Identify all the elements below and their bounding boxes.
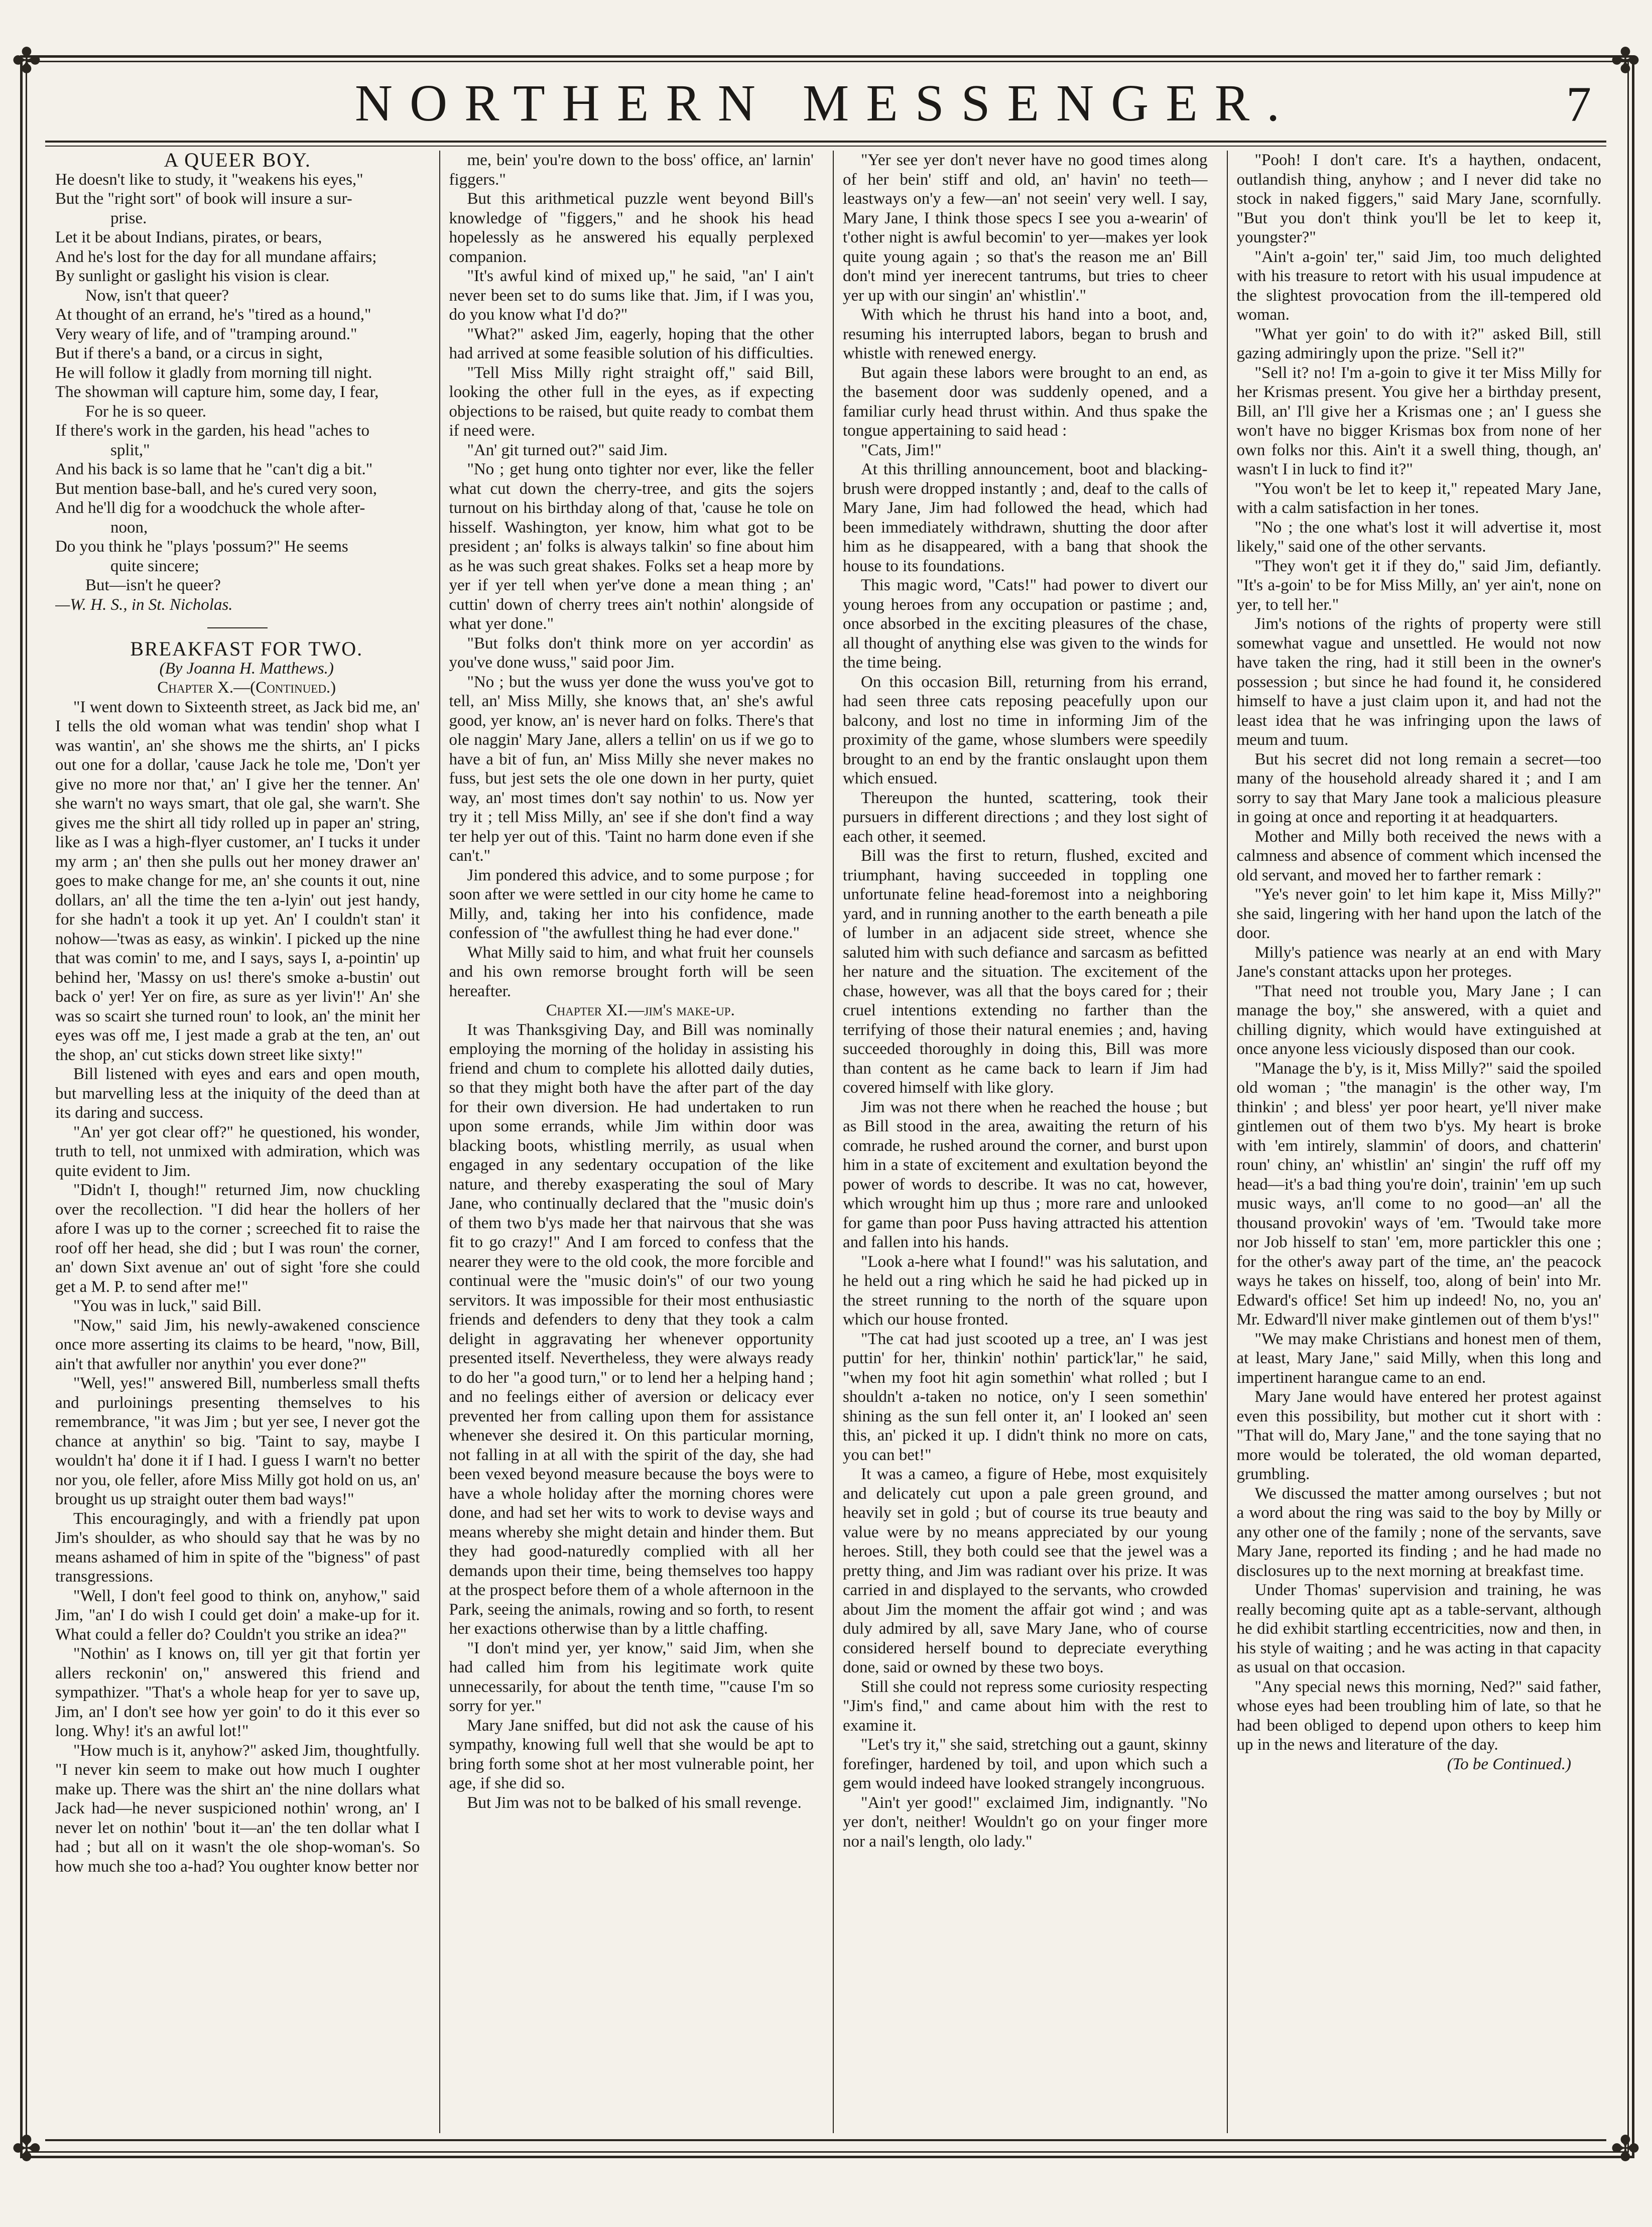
paragraph: "No ; the one what's lost it will advertise it, most likely," said one of the other servants.: [1236, 518, 1601, 556]
column-1-text: [55, 698, 420, 1877]
poem-line: But if there's a band, or a circus in sight,: [55, 344, 323, 362]
paragraph: Jim pondered this advice, and to some purpose ; for soon after we were settled in our city home he came to Milly, and, taking her into his confidence, made confession of "the awfullest thing he had ever done.": [449, 866, 814, 942]
paragraph: Milly's patience was nearly at an end with Mary Jane's constant attacks upon her proteges.: [1236, 943, 1601, 981]
paragraph: "Ain't yer good!" exclaimed Jim, indignantly. "No yer don't, neither! Wouldn't go on your finger more nor a nail's length, olo lady.": [843, 1793, 1208, 1851]
poem-attribution: —W. H. S., in St. Nicholas.: [55, 595, 233, 614]
column-3: [833, 151, 1208, 2133]
paragraph: "What?" asked Jim, eagerly, hoping that the other had arrived at some feasible solution of his difficulties.: [449, 325, 814, 362]
footer-rule: [45, 2139, 1606, 2141]
paragraph: "No ; get hung onto tighter nor ever, like the feller what cut down the cherry-tree, and gits the sojers turnout on his birthday along of that, 'cause he tole on hisself. Washington, yer know, him what got to be president ; an' folks is always talkin' so fine about him as he was such great shakes. Folks set a heap more by yer if yer tell when yer've done a mean thing ; an' cuttin' down of cherry trees ain't nothin' alongside of what yer done.": [449, 460, 814, 633]
paragraph: "I went down to Sixteenth street, as Jack bid me, an' I tells the old woman what was tendin' shop what I was wantin', an' she shows me the shirts, an' I picks out one for a dollar, 'cause Jack he tole me, 'Don't yer give no more nor that,' an' I give her the tenner. An' she warn't no ways smart, that ole gal, she warn't. She gives me the shirt all tidy rolled up in paper an' string, like as I was a high-flyer customer, an' I tucks it under my arm ; an' then she pulls out her money drawer an' goes to make change for me, an' she counts it out, nine dollars, an' all the time the ten a-lyin' out jest handy, for she hadn't a took it up yet. An' I couldn't stan' it nohow—'twas as easy, as winkin'. I picked up the nine that was comin' to me, and I says, says I, a-pointin' up behind her, 'Massy on us! there's smoke a-bustin' out back o' yer! Yer on fire, as sure as yer livin'!' An' she was so scairt she turned roun' to look, an' the minit her eyes was off me, I jest made a grab at the ten, an' out the shop, an' cut sticks down street like sixty!": [55, 698, 420, 1064]
paragraph: "Yer see yer don't never have no good times along of her bein' stiff and old, an' havin' no teeth—leastways on'y a few—an' not seein' very well. I say, Mary Jane, I think those specs I see you a-wearin' of t'other night is awful becomin' to yer—makes yer look quite young again ; so that's the reason me an' Bill don't mind yer inerecent tantrums, but tries to cheer yer up with our singin' an' whistlin'.": [843, 151, 1208, 305]
paragraph: Mary Jane would have entered her protest against even this possibility, but mother cut it short with : "That will do, Mary Jane," and the tone saying that no more would be tolerated, the old woman departed, grumbling.: [1236, 1388, 1601, 1483]
paragraph: But his secret did not long remain a secret—too many of the household already shared it ; and I am sorry to say that Mary Jane took a malicious pleasure in going at once and reporting it at headquarters.: [1236, 750, 1601, 826]
column-4: [1227, 151, 1602, 2133]
column-1: [55, 151, 420, 2133]
paragraph: "But folks don't think more on yer accordin' as you've done wuss," said poor Jim.: [449, 634, 814, 672]
paragraph: "Cats, Jim!": [861, 441, 942, 459]
chapter-heading-xi: Chapter XI.—jim's make-up.: [546, 1001, 735, 1019]
paragraph: "An' git turned out?" said Jim.: [467, 441, 668, 459]
paragraph: Still she could not repress some curiosity respecting "Jim's find," and came about him with the rest to examine it.: [843, 1677, 1208, 1735]
poem-line: But mention base-ball, and he's cured very soon,: [55, 479, 377, 498]
paragraph: "Let's try it," she said, stretching out a gaunt, skinny forefinger, hardened by toil, and upon which such a gem would indeed have looked strangely incongruous.: [843, 1736, 1208, 1792]
paragraph: "It's awful kind of mixed up," he said, "an' I ain't never been set to do sums like that. Jim, if I was you, do you know what I'd do?": [449, 267, 814, 324]
poem-line: noon,: [110, 518, 148, 537]
story-title: BREAKFAST FOR TWO.: [130, 637, 363, 660]
poem-line: Now, isn't that queer?: [85, 286, 229, 305]
paragraph: "Look a-here what I found!" was his salutation, and he held out a ring which he said he had picked up in the street running to the north of the square upon which our house fronted.: [843, 1252, 1208, 1329]
column-2-text-continued: [449, 1020, 814, 1813]
paragraph: "How much is it, anyhow?" asked Jim, thoughtfully. "I never kin seem to make out how much I oughter make up. There was the shirt an' the nine dollars what Jack had—he never suspicioned nothin' wrong, an' I never let on nothin' 'bout it—an' the ten dollar what I had ; but all on it wasn't the ole shop-woman's. So how much she too a-had? You oughter know better nor: [55, 1741, 420, 1876]
to-be-continued: (To be Continued.): [1447, 1755, 1571, 1773]
paragraph: It was Thanksgiving Day, and Bill was nominally employing the morning of the holiday in assisting his friend and chum to complete his allotted daily duties, so that they might both have the after part of the day for their own diversion. He had undertaken to run upon some errands, while Jim within door was blacking boots, whistling merrily, as usual when engaged in any sedentary occupation of the like nature, and thereby exasperating the soul of Mary Jane, who continually declared that the "music doin's of them two b'ys made her that nairvous that she was fit to go crazy!" And I am forced to confess that the nearer they were to the old cook, the more forcible and continual were the "music doin's" of our two young servitors. It was impossible for their most enthusiastic friends and defenders to deny that they took a calm delight in aggravating her whenever opportunity presented itself. Nevertheless, they were always ready to do her "a good turn," or to lend her a helping hand ; and no feelings either of aversion or delicacy ever prevented her from calling upon them for assistance whenever she desired it. On this particular morning, not falling in at all with the spirit of the day, she had been vexed beyond measure because the boys were to have a whole holiday after the morning chores were done, and had set her wits to work to devise ways and means whereby she might detain and hinder them. But they had good-naturedly complied with all her demands upon their time, being themselves too happy at the prospect before them of a whole afternoon in the Park, seeing the animals, rowing and so forth, to resent her exactions otherwise than by a little chaffing.: [449, 1020, 814, 1638]
masthead: [45, 70, 1606, 136]
paragraph: Under Thomas' supervision and training, he was really becoming quite apt as a table-servant, although he did exhibit startling eccentricities, now and then, in his style of waiting ; and he was acting in that capacity as usual on that occasion.: [1236, 1581, 1601, 1676]
poem-line: Do you think he "plays 'possum?" He seems: [55, 538, 348, 556]
poem-line: Let it be about Indians, pirates, or bears,: [55, 228, 322, 246]
poem-line: And he'll dig for a woodchuck the whole after-: [55, 499, 365, 517]
paragraph: What Milly said to him, and what fruit her counsels and his own remorse brought forth will be seen hereafter.: [449, 943, 814, 1000]
poem-line: But the "right sort" of book will insure a sur-: [55, 190, 352, 208]
paragraph: Jim's notions of the rights of property were still somewhat vague and unsettled. He would not now have taken the ring, had it still been in the owner's possession ; but since he had found it, he considered himself to have a just claim upon it, and had not the least idea that he was infringing upon the laws of meum and tuum.: [1236, 615, 1601, 749]
newspaper-title: NORTHERN MESSENGER.: [354, 74, 1297, 132]
paragraph: But again these labors were brought to an end, as the basement door was suddenly opened, and a familiar curly head thrust within. And thus spake the tongue appertaining to said head :: [843, 363, 1208, 440]
paragraph: It was a cameo, a figure of Hebe, most exquisitely and delicately cut upon a pale green ground, and heavily set in gold ; but of course its true beauty and value were by no means appreciated by our young heroes. Still, they both could see that the jewel was a pretty thing, and Jim was radiant over his prize. It was carried in and displayed to the servants, who crowded about Jim the moment the affair got wind ; and was duly admired by all, save Mary Jane, who of course considered herself bound to depreciate everything done, said or owned by these two boys.: [843, 1465, 1208, 1676]
column-4-text: [1237, 151, 1602, 1755]
masthead-rule: [45, 141, 1606, 143]
poem-title: A QUEER BOY.: [164, 151, 311, 171]
poem-line: But—isn't he queer?: [85, 576, 221, 594]
poem-line: The showman will capture him, some day, I fear,: [55, 383, 379, 401]
paragraph: We discussed the matter among ourselves ; but not a word about the ring was said to the boy by Milly or any other one of the family ; none of the servants, save Mary Jane, reported its finding ; and he had made no disclosures up to the next morning at breakfast time.: [1236, 1484, 1601, 1580]
paragraph: "Well, I don't feel good to think on, anyhow," said Jim, "an' I do wish I could get doin' a make-up for it. What could a feller do? Couldn't you strike an idea?": [55, 1587, 420, 1644]
paragraph: "Manage the b'y, is it, Miss Milly?" said the spoiled old woman ; "the managin' is the other way, I'm thinkin' ; and bless' yer poor heart, ye'll niver make gintlemen out of them two b'ys. My heart is broke with 'em intirely, slammin' of doors, and chatterin' roun' chiny, an' whistlin' an' singin' the ruff off my head—it's a bad thing you're doin', trainin' 'em up such music ways, an'll come to no good—an' all the thousand provokin' ways of 'em. 'Twould take more nor Job hisself to stan' 'em, more partickler this one ; for the other's away part of the time, an' the peacock ways he takes on hisself, too, along of bein' into Mr. Edward's office! Set him up indeed! No, no, you an' Mr. Edward'll niver make gintlemen out of them b'ys!": [1236, 1059, 1601, 1329]
poem-line: If there's work in the garden, his head "aches to: [55, 422, 370, 440]
poem-line: And he's lost for the day for all mundane affairs;: [55, 247, 377, 266]
corner-ornament-top-left-icon: ✤: [12, 42, 42, 81]
paragraph: "What yer goin' to do with it?" asked Bill, still gazing admiringly upon the prize. "Sell it?": [1236, 325, 1601, 362]
paragraph: "Now," said Jim, his newly-awakened conscience once more asserting its claims to be heard, "now, Bill, ain't that awfuller nor anythin' you ever done?": [55, 1316, 420, 1373]
paragraph: "The cat had just scooted up a tree, an' I was jest puttin' for her, thinkin' nothin' partick'lar," he said, "when my foot hit agin somethin' what rolled ; but I shouldn't a-taken no notice, on'y I seen somethin' shining as the sun fell onter it, an' I looked an' seen this, an' picked it up. I didn't think no more on cats, you can bet!": [843, 1330, 1208, 1464]
paragraph: "Well, yes!" answered Bill, numberless small thefts and purloinings presenting themselves to his remembrance, "it was Jim ; but yer see, I never got the chance at anythin' so big. 'Taint to say, maybe I wouldn't ha' done it if I had. I guess I warn't no better nor you, ole feller, afore Miss Milly got hold on us, an' brought us up straight outer them bad ways!": [55, 1374, 420, 1508]
paragraph: At this thrilling announcement, boot and blacking-brush were dropped instantly ; and, deaf to the calls of Mary Jane, Jim had followed the head, which had been immediately withdrawn, shutting the door after him as he disappeared, with a bang that shook the house to its foundations.: [843, 460, 1208, 575]
paragraph: "Pooh! I don't care. It's a haythen, ondacent, outlandish thing, anyhow ; and I never did take no stock in naked figgers," said Mary Jane, scornfully. "But you don't think you'll be let to keep it, youngster?": [1236, 151, 1601, 246]
paragraph: This magic word, "Cats!" had power to divert our young heroes from any occupation or pastime ; and, once absorbed in the exciting pleasures of the chase, all thought of anything else was given to the winds for the time being.: [843, 576, 1208, 672]
corner-ornament-top-right-icon: ✤: [1610, 42, 1640, 81]
corner-ornament-bottom-right-icon: ✤: [1610, 2130, 1640, 2169]
paragraph: "That need not trouble you, Mary Jane ; I can manage the boy," she answered, with a quiet and chilling dignity, which would have extinguished at once anyone less viciously disposed than our cook.: [1236, 982, 1601, 1058]
poem-line: quite sincere;: [110, 557, 199, 575]
poem-line: For he is so queer.: [85, 402, 207, 421]
paragraph: "An' yer got clear off?" he questioned, his wonder, truth to tell, not unmixed with admiration, which was quite evident to Jim.: [55, 1123, 420, 1180]
poem-line: By sunlight or gaslight his vision is clear.: [55, 267, 330, 285]
paragraph: But Jim was not to be balked of his small revenge.: [467, 1793, 802, 1812]
paragraph: "Tell Miss Milly right straight off," said Bill, looking the other full in the eyes, as if expecting objections to be raised, but quite ready to combat them if need were.: [449, 363, 814, 440]
paragraph: "Didn't I, though!" returned Jim, now chuckling over the recollection. "I did hear the hollers of her afore I was up to the corner ; screeched fit to raise the roof off her head, she did ; but I was roun' the corner, an' down Sixt avenue an' out of sight 'fore she could get a M. P. to send after me!": [55, 1181, 420, 1296]
paragraph: "Ye's never goin' to let him kape it, Miss Milly?" she said, lingering with her hand upon the latch of the door.: [1236, 885, 1601, 942]
paragraph: Bill was the first to return, flushed, excited and triumphant, having succeeded in toppling one unfortunate feline head-foremost into a neighboring yard, and in running another to the earth beneath a pile of lumber in an adjacent side street, whence she saluted him with such defiance and sarcasm as befitted her nature and the situation. The excitement of the chase, however, was all that the boys cared for ; their cruel intentions extending no farther than the terrifying of those their natural enemies ; and, having succeeded thoroughly in doing this, Bill was more than content as he came back to learn if Jim had covered himself with like glory.: [843, 847, 1208, 1097]
poem-line: At thought of an errand, he's "tired as a hound,": [55, 306, 371, 324]
column-2-text: [449, 151, 814, 1001]
paragraph: "You won't be let to keep it," repeated Mary Jane, with a calm satisfaction in her tones.: [1236, 479, 1601, 517]
page-number: 7: [1566, 76, 1591, 132]
paragraph: "You was in luck," said Bill.: [73, 1297, 262, 1315]
poem-line: And his back is so lame that he "can't dig a bit.": [55, 460, 373, 478]
paragraph: Jim was not there when he reached the house ; but as Bill stood in the area, awaiting the return of his comrade, he rushed around the corner, and burst upon him in a state of excitement and exultation beyond the power of words to describe. It was no cat, however, which wrought him up thus ; more rare and unlooked for game than poor Puss having attracted his attention and fallen into his hands.: [843, 1098, 1208, 1251]
paragraph: "They won't get it if they do," said Jim, defiantly. "It's a-goin' to be for Miss Milly, an' yer ain't, none on yer, to tell her.": [1236, 557, 1601, 614]
section-divider: [207, 627, 268, 628]
paragraph: Mary Jane sniffed, but did not ask the cause of his sympathy, knowing full well that she would be apt to bring forth some shot at her most vulnerable point, her age, if she did so.: [449, 1716, 814, 1792]
poem-line: prise.: [110, 209, 147, 227]
paragraph: On this occasion Bill, returning from his errand, had seen three cats reposing peacefully upon our balcony, and lost no time in informing Jim of the proximity of the game, whose slumbers were speedily brought to an end by the frantic onslaught upon them which ensued.: [843, 673, 1208, 788]
story-byline: (By Joanna H. Matthews.): [159, 659, 334, 678]
chapter-heading: Chapter X.—(Continued.): [157, 679, 336, 697]
poem: [55, 151, 420, 614]
corner-ornament-bottom-left-icon: ✤: [12, 2130, 42, 2169]
column-2: [439, 151, 814, 2133]
columns: [55, 151, 1601, 2133]
paragraph: Bill listened with eyes and ears and open mouth, but marvelling less at the iniquity of the deed than at its daring and success.: [55, 1065, 420, 1122]
paragraph: me, bein' you're down to the boss' office, an' larnin' figgers.": [449, 151, 814, 189]
paragraph: This encouragingly, and with a friendly pat upon Jim's shoulder, as who should say that he was by no means ashamed of him in spite of the "bigness" of past transgressions.: [55, 1509, 420, 1586]
poem-lines: [55, 170, 420, 595]
poem-line: He will follow it gladly from morning till night.: [55, 363, 372, 382]
paragraph: "Any special news this morning, Ned?" said father, whose eyes had been troubling him of late, so that he had been obliged to depend upon others to keep him up in the news and literature of the day.: [1236, 1677, 1601, 1754]
paragraph: "Ain't a-goin' ter," said Jim, too much delighted with his treasure to retort with his usual impudence at the slightest provocation from the ill-tempered old woman.: [1236, 247, 1601, 324]
paragraph: Mother and Milly both received the news with a calmness and absence of comment which incensed the old servant, and moved her to farther remark :: [1236, 827, 1601, 884]
poem-line: He doesn't like to study, it "weakens his eyes,": [55, 170, 363, 189]
poem-line: split,": [110, 441, 150, 459]
paragraph: Thereupon the hunted, scattering, took their pursuers in different directions ; and they lost sight of each other, it seemed.: [843, 789, 1208, 846]
paragraph: "Sell it? no! I'm a-goin to give it ter Miss Milly for her Krismas present. You give her a birthday present, Bill, an' I'll give her a Krismas one ; an' I guess she won't have no bigger Krismas box from none of her own folks nor this. Ain't it a swell thing, though, an' wasn't I in luck to find it?": [1236, 363, 1601, 478]
poem-line: Very weary of life, and of "tramping around.": [55, 325, 357, 343]
paragraph: With which he thrust his hand into a boot, and, resuming his interrupted labors, began to brush and whistle with renewed energy.: [843, 306, 1208, 362]
paragraph: But this arithmetical puzzle went beyond Bill's knowledge of "figgers," and he shook his head hopelessly as he answered his equally perplexed companion.: [449, 190, 814, 266]
masthead-rule-thin: [45, 146, 1606, 147]
paragraph: "Nothin' as I knows on, till yer git that fortin yer allers reckonin' on," answered this friend and sympathizer. "That's a whole heap for yer to save up, Jim, an' I don't see how yer goin' to do it this ever so long. Why! it's an awful lot!": [55, 1645, 420, 1740]
paragraph: "No ; but the wuss yer done the wuss you've got to tell, an' Miss Milly, she knows that, an' she's awful good, yer know, an' is never hard on folks. There's that ole naggin' Mary Jane, allers a tellin' on us if we go to have a bit of fun, an' Miss Milly she never makes no fuss, but jest sets the ole one down in her purty, quiet way, an' most times don't say nothin' to us. Now yer try it ; tell Miss Milly, an' see if she don't find a way ter help yer out of this. 'Taint no harm done even if she can't.": [449, 673, 814, 865]
column-3-text: [843, 151, 1208, 1851]
paragraph: "I don't mind yer, yer know," said Jim, when she had called him from his legitimate work quite unnecessarily, for about the tenth time, "'cause I'm so sorry for yer.": [449, 1639, 814, 1715]
paragraph: "We may make Christians and honest men of them, at least, Mary Jane," said Milly, when this long and impertinent harangue came to an end.: [1236, 1330, 1601, 1387]
